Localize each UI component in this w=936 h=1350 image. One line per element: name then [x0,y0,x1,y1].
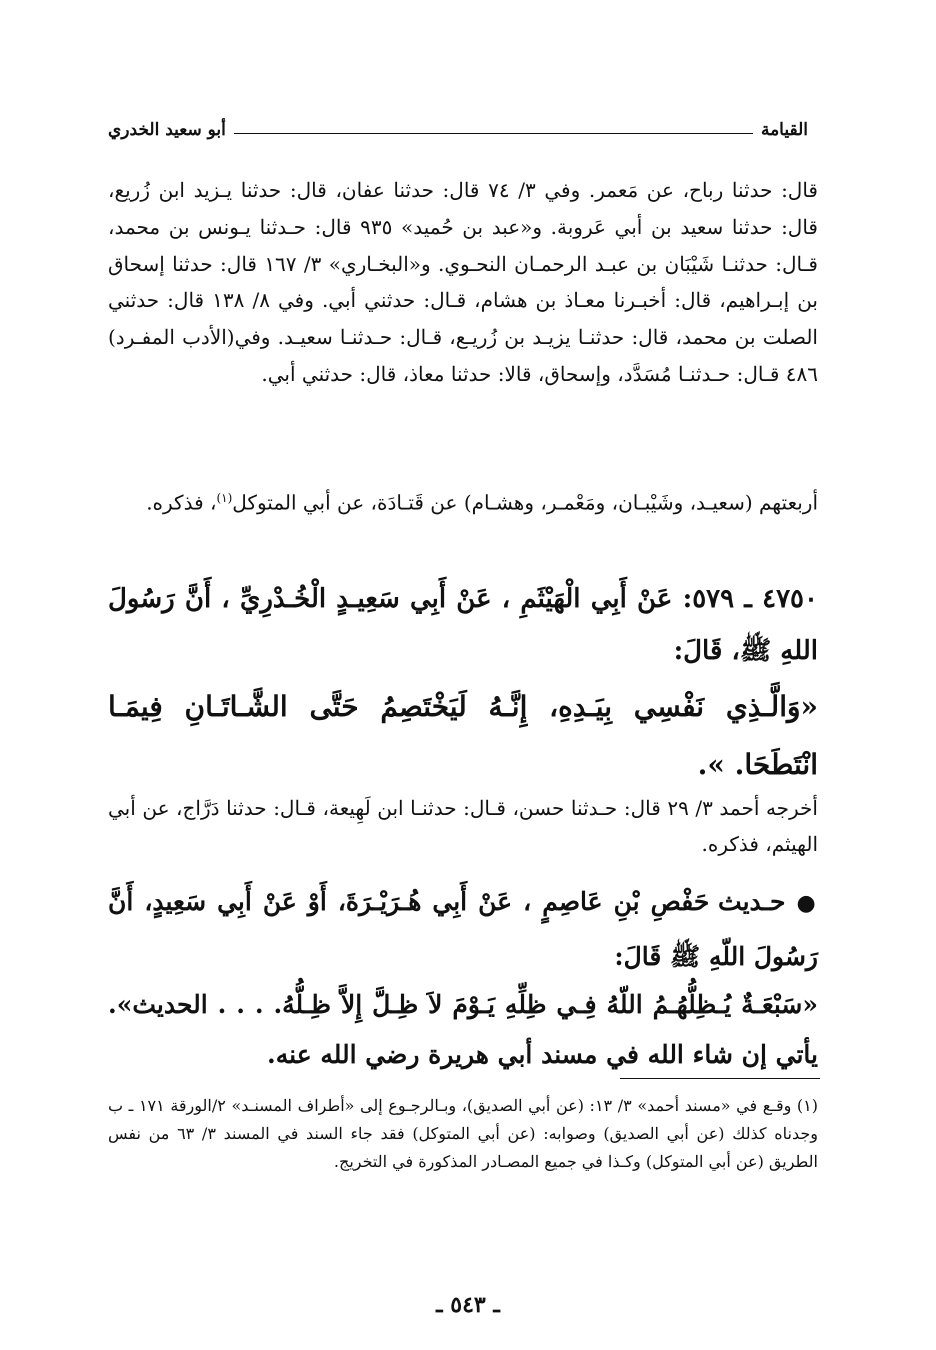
summary-paragraph [108,480,818,521]
hadith-hafs-chain-text: حـديث حَفْصِ بْنِ عَاصِمٍ ، عَنْ أَبِي هُـرَيْـرَةَ، أَوْ عَنْ أَبِي سَعِيدٍ، أَنَّ رَسُولَ اللّهِ ﷺ قَالَ: [108,887,818,971]
summary-text: أربعتهم (سعيـد، وشَيْبـان، ومَعْمـر، وهشـام) عن قَتـادَة، عن أبي المتوكل [232,490,818,515]
companion-name: أبو سعيد الخدري [108,120,226,140]
hadith-4750-chain [108,573,818,677]
page-number: ـ ٥٤٣ ـ [436,1292,500,1318]
footnote-reference[interactable]: (١) [216,491,233,505]
bullet-icon: ● [796,890,818,916]
hadith-number: ٤٧٥٠ ـ ٥٧٩: [682,584,818,614]
hadith-chain: عَنْ أَبِي الْهَيْثَمِ ، عَنْ أَبِي سَعِيـدٍ الْخُـدْرِيِّ ، أَنَّ رَسُولَ اللهِ ﷺ، قَالَ: [108,584,818,666]
footnote-rule [620,1078,820,1079]
summary-end: ، فذكره. [146,490,217,515]
hadith-4750-text: «وَالَّـذِي نَفْسِي بِيَـدِهِ، إِنَّـهُ لَيَخْتَصِمُ حَتَّى الشَّـاتَـانِ فِيمَـا انْتَطَحَا. ». [108,690,818,781]
running-header [108,108,808,148]
chapter-title: القيامة [760,120,808,140]
footnote-text: (١) وقـع في «مسند أحمد» ٣/ ١٣: (عن أبي الصديق)، وبـالرجـوع إلى «أطراف المسنـد» ٢/الورقة ١٧١ ـ ب وجدناه كذلك (عن أبي الصديق) وصوابه: (عن أبي المتوكل) فقد جاء السند في المسند ٣/ ٦٣ من نفس الطريق (عن أبي المتوكل) وكـذا في جميع المصـادر المذكورة في التخريج. [108,1096,819,1171]
header-rule [234,133,753,134]
isnad-paragraph: قال: حدثنا رباح، عن مَعمر. وفي ٣/ ٧٤ قال: حدثنا عفان، قال: حدثنا يـزيد ابن زُريع، قال: حدثنا سعيد بن أبي عَروبة. و«عبد بن حُميد» ٩٣٥ قال: حـدثنا يـونس بن محمد، قـال: حدثنـا شَيْبَان بن عبـد الرحمـان النحـوي. و«البخـاري» ٣/ ١٦٧ قال: حدثنا إسحاق بن إبـراهيم، قال: أخبـرنا معـاذ بن هشام، قـال: حدثني أبي. وفي ٨/ ١٣٨ قال: حدثني الصلت بن محمد، قال: حدثنـا يزيـد بن زُريـع، قـال: حـدثنـا سعيـد. وفي(الأدب المفـرد) ٤٨٦ قـال: حـدثنـا مُسَدَّد، وإسحاق، قالا: حدثنا معاذ، قال: حدثني أبي. [108,178,818,386]
hadith-hafs-chain [108,875,818,984]
hadith-hafs-text: «سَبْعَـةٌ يُـظِلُّهُـمُ اللّهُ فِـي ظِلِّهِ يَـوْمَ لاَ ظِـلَّ إِلاَّ ظِـلُّهُ. . . . الحديث». يأتي إن شاء الله في مسند أبي هريرة رضي الله عنه. [108,990,818,1069]
takhrij-paragraph: أخرجه أحمد ٣/ ٢٩ قال: حـدثنا حسن، قـال: حدثنـا ابن لَهِيعة، قـال: حدثنا دَرَّاج، عن أبي الهيثم، فذكره. [108,796,818,856]
